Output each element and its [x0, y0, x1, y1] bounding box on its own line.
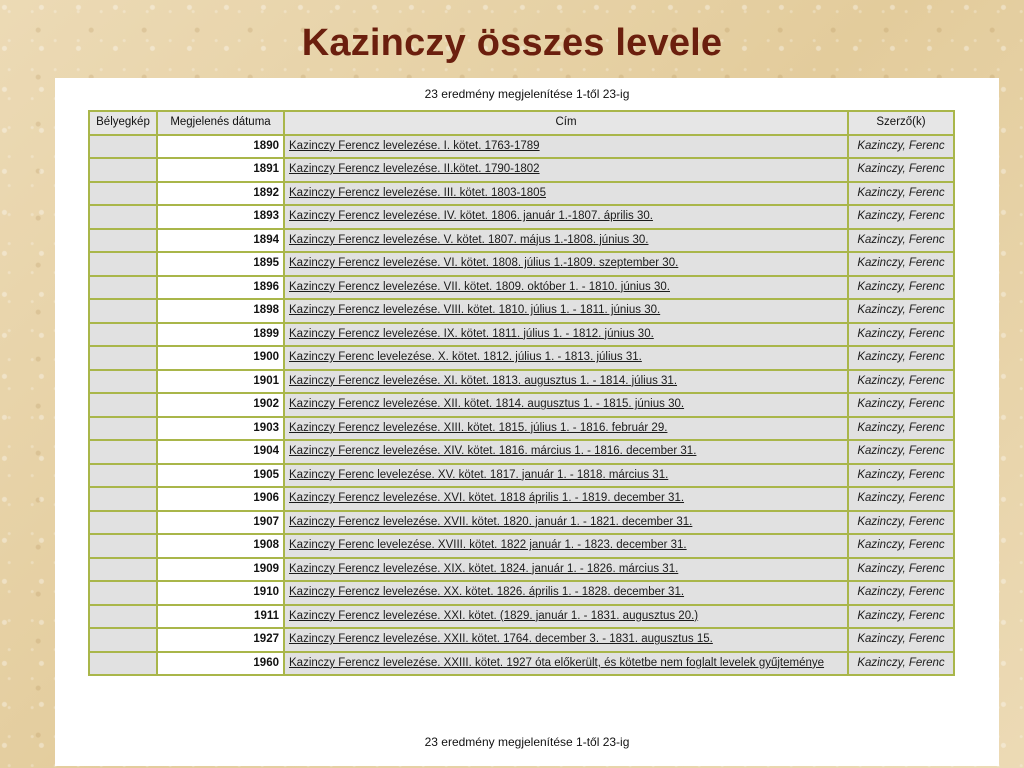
table-row: [89, 487, 954, 511]
date-cell: 1891: [157, 158, 284, 182]
title-cell: [284, 652, 848, 676]
title-link[interactable]: Kazinczy Ferencz levelezése. XII. kötet. 1814. augusztus 1. - 1815. június 30.: [289, 398, 685, 411]
title-cell: [284, 346, 848, 370]
title-link[interactable]: Kazinczy Ferencz levelezése. XIII. kötet. 1815. július 1. - 1816. február 29.: [289, 421, 668, 434]
title-cell: [284, 182, 848, 206]
author-cell: Kazinczy, Ferenc: [848, 652, 954, 676]
author-cell: Kazinczy, Ferenc: [848, 158, 954, 182]
header-row: [89, 111, 954, 135]
title-link[interactable]: Kazinczy Ferencz levelezése. XVI. kötet. 1818 április 1. - 1819. december 31.: [289, 492, 685, 505]
table-row: [89, 417, 954, 441]
author-cell: Kazinczy, Ferenc: [848, 229, 954, 253]
title-link[interactable]: Kazinczy Ferencz levelezése. V. kötet. 1807. május 1.-1808. június 30.: [289, 233, 649, 246]
date-cell: 1894: [157, 229, 284, 253]
title-link[interactable]: Kazinczy Ferencz levelezése. XIX. kötet. 1824. január 1. - 1826. március 31.: [289, 562, 679, 575]
table-row: [89, 534, 954, 558]
title-cell: [284, 417, 848, 441]
author-cell: Kazinczy, Ferenc: [848, 581, 954, 605]
title-link[interactable]: Kazinczy Ferencz levelezése. XVII. kötet. 1820. január 1. - 1821. december 31.: [289, 515, 693, 528]
title-cell: [284, 370, 848, 394]
author-cell: Kazinczy, Ferenc: [848, 299, 954, 323]
author-cell: Kazinczy, Ferenc: [848, 464, 954, 488]
author-cell: Kazinczy, Ferenc: [848, 628, 954, 652]
date-cell: 1905: [157, 464, 284, 488]
table-row: [89, 323, 954, 347]
date-cell: 1907: [157, 511, 284, 535]
title-cell: [284, 558, 848, 582]
date-cell: 1904: [157, 440, 284, 464]
table-row: [89, 440, 954, 464]
title-link[interactable]: Kazinczy Ferencz levelezése. I. kötet. 1763-1789: [289, 139, 540, 152]
thumbnail-cell: [89, 534, 157, 558]
title-cell: [284, 276, 848, 300]
date-cell: 1960: [157, 652, 284, 676]
thumbnail-cell: [89, 605, 157, 629]
table-row: [89, 370, 954, 394]
title-cell: [284, 252, 848, 276]
author-cell: Kazinczy, Ferenc: [848, 135, 954, 159]
date-cell: 1899: [157, 323, 284, 347]
title-link[interactable]: Kazinczy Ferencz levelezése. XXIII. kötet. 1927 óta előkerült, és kötetbe nem foglalt levelek gyűjteménye: [289, 656, 825, 669]
thumbnail-cell: [89, 464, 157, 488]
thumbnail-cell: [89, 511, 157, 535]
title-cell: [284, 581, 848, 605]
date-cell: 1901: [157, 370, 284, 394]
table-row: [89, 135, 954, 159]
table-row: [89, 581, 954, 605]
thumbnail-cell: [89, 652, 157, 676]
table-row: [89, 229, 954, 253]
table-row: [89, 205, 954, 229]
thumbnail-cell: [89, 440, 157, 464]
date-cell: 1896: [157, 276, 284, 300]
title-cell: [284, 135, 848, 159]
title-link[interactable]: Kazinczy Ferencz levelezése. XX. kötet. 1826. április 1. - 1828. december 31.: [289, 586, 685, 599]
title-link[interactable]: Kazinczy Ferencz levelezése. II.kötet. 1790-1802: [289, 163, 540, 176]
title-cell: [284, 158, 848, 182]
title-link[interactable]: Kazinczy Ferencz levelezése. VII. kötet. 1809. október 1. - 1810. június 30.: [289, 280, 670, 293]
table-row: [89, 605, 954, 629]
results-summary-bottom: 23 eredmény megjelenítése 1-től 23-ig: [424, 735, 630, 749]
date-cell: 1893: [157, 205, 284, 229]
results-summary-top: 23 eredmény megjelenítése 1-től 23-ig: [424, 87, 630, 101]
date-cell: 1910: [157, 581, 284, 605]
table-row: [89, 299, 954, 323]
author-cell: Kazinczy, Ferenc: [848, 323, 954, 347]
title-link[interactable]: Kazinczy Ferencz levelezése. IV. kötet. 1806. január 1.-1807. április 30.: [289, 210, 653, 223]
author-cell: Kazinczy, Ferenc: [848, 276, 954, 300]
title-link[interactable]: Kazinczy Ferenc levelezése. XVIII. kötet. 1822 január 1. - 1823. december 31.: [289, 539, 687, 552]
title-link[interactable]: Kazinczy Ferencz levelezése. XXII. kötet. 1764. december 3. - 1831. augusztus 15.: [289, 633, 713, 646]
table-row: [89, 182, 954, 206]
date-cell: 1902: [157, 393, 284, 417]
title-cell: [284, 440, 848, 464]
date-cell: 1892: [157, 182, 284, 206]
thumbnail-cell: [89, 628, 157, 652]
table-row: [89, 511, 954, 535]
column-header-author[interactable]: Szerző(k): [848, 111, 954, 135]
table-row: [89, 346, 954, 370]
slide-title: Kazinczy összes levele: [301, 22, 723, 64]
title-cell: [284, 229, 848, 253]
date-cell: 1906: [157, 487, 284, 511]
author-cell: Kazinczy, Ferenc: [848, 205, 954, 229]
thumbnail-cell: [89, 252, 157, 276]
date-cell: 1898: [157, 299, 284, 323]
title-cell: [284, 205, 848, 229]
author-cell: Kazinczy, Ferenc: [848, 605, 954, 629]
date-cell: 1890: [157, 135, 284, 159]
title-cell: [284, 464, 848, 488]
thumbnail-cell: [89, 393, 157, 417]
column-header-title[interactable]: Cím: [284, 111, 848, 135]
thumbnail-cell: [89, 581, 157, 605]
author-cell: Kazinczy, Ferenc: [848, 558, 954, 582]
date-cell: 1908: [157, 534, 284, 558]
date-cell: 1909: [157, 558, 284, 582]
thumbnail-cell: [89, 323, 157, 347]
column-header-date[interactable]: Megjelenés dátuma: [157, 111, 284, 135]
author-cell: Kazinczy, Ferenc: [848, 252, 954, 276]
table-row: [89, 276, 954, 300]
author-cell: Kazinczy, Ferenc: [848, 534, 954, 558]
author-cell: Kazinczy, Ferenc: [848, 393, 954, 417]
title-cell: [284, 323, 848, 347]
thumbnail-cell: [89, 558, 157, 582]
thumbnail-cell: [89, 135, 157, 159]
title-link[interactable]: Kazinczy Ferencz levelezése. XIV. kötet. 1816. március 1. - 1816. december 31.: [289, 445, 697, 458]
title-cell: [284, 511, 848, 535]
thumbnail-cell: [89, 182, 157, 206]
title-link[interactable]: Kazinczy Ferenc levelezése. X. kötet. 1812. július 1. - 1813. július 31.: [289, 351, 642, 364]
thumbnail-cell: [89, 205, 157, 229]
title-cell: [284, 393, 848, 417]
date-cell: 1927: [157, 628, 284, 652]
thumbnail-cell: [89, 487, 157, 511]
date-cell: 1911: [157, 605, 284, 629]
author-cell: Kazinczy, Ferenc: [848, 440, 954, 464]
title-cell: [284, 299, 848, 323]
author-cell: Kazinczy, Ferenc: [848, 417, 954, 441]
author-cell: Kazinczy, Ferenc: [848, 346, 954, 370]
title-cell: [284, 487, 848, 511]
table-row: [89, 158, 954, 182]
results-panel: [55, 78, 999, 766]
title-link[interactable]: Kazinczy Ferencz levelezése. IX. kötet. 1811. július 1. - 1812. június 30.: [289, 327, 654, 340]
table-row: [89, 252, 954, 276]
date-cell: 1903: [157, 417, 284, 441]
thumbnail-cell: [89, 370, 157, 394]
author-cell: Kazinczy, Ferenc: [848, 487, 954, 511]
thumbnail-cell: [89, 417, 157, 441]
title-link[interactable]: Kazinczy Ferencz levelezése. XXI. kötet. (1829. január 1. - 1831. augusztus 20.): [289, 609, 699, 622]
thumbnail-cell: [89, 299, 157, 323]
results-table: [88, 110, 955, 676]
table-row: [89, 628, 954, 652]
thumbnail-cell: [89, 346, 157, 370]
thumbnail-cell: [89, 229, 157, 253]
date-cell: 1895: [157, 252, 284, 276]
thumbnail-cell: [89, 158, 157, 182]
title-link[interactable]: Kazinczy Ferencz levelezése. XI. kötet. 1813. augusztus 1. - 1814. július 31.: [289, 374, 678, 387]
date-cell: 1900: [157, 346, 284, 370]
thumbnail-cell: [89, 276, 157, 300]
title-link[interactable]: Kazinczy Ferencz levelezése. VI. kötet. 1808. július 1.-1809. szeptember 30.: [289, 257, 679, 270]
table-row: [89, 652, 954, 676]
title-link[interactable]: Kazinczy Ferenc levelezése. XV. kötet. 1817. január 1. - 1818. március 31.: [289, 468, 669, 481]
title-link[interactable]: Kazinczy Ferencz levelezése. III. kötet. 1803-1805: [289, 186, 546, 199]
column-header-thumbnail[interactable]: Bélyegkép: [89, 111, 157, 135]
title-cell: [284, 534, 848, 558]
author-cell: Kazinczy, Ferenc: [848, 182, 954, 206]
table-row: [89, 464, 954, 488]
title-cell: [284, 628, 848, 652]
title-cell: [284, 605, 848, 629]
table-row: [89, 393, 954, 417]
title-link[interactable]: Kazinczy Ferencz levelezése. VIII. kötet. 1810. július 1. - 1811. június 30.: [289, 304, 661, 317]
author-cell: Kazinczy, Ferenc: [848, 511, 954, 535]
author-cell: Kazinczy, Ferenc: [848, 370, 954, 394]
table-row: [89, 558, 954, 582]
